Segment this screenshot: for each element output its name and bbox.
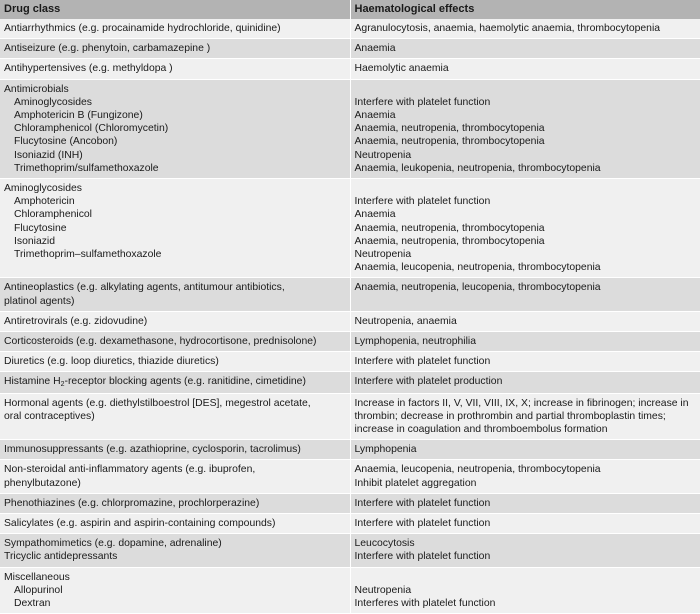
effects-cell [350, 514, 700, 534]
drug-class-text: phenylbutazone) [4, 477, 81, 489]
drug-group-heading: Antimicrobials [4, 83, 69, 95]
table-row [0, 39, 700, 59]
effect-text: Lymphopenia [354, 444, 417, 456]
table-row [0, 179, 700, 278]
drug-class-text: Diuretics (e.g. loop diuretics, thiazide diuretics) [4, 356, 219, 368]
drug-subitem: Isoniazid [14, 235, 56, 247]
effect-text: Anaemia, leucopenia, neutropenia, thrombocytopenia [354, 464, 601, 476]
drug-class-text: Non-steroidal anti-inflammatory agents (e.g. ibuprofen, [4, 464, 256, 476]
effect-text: Anaemia, neutropenia, thrombocytopenia [354, 123, 545, 135]
drug-class-cell [0, 372, 350, 393]
effect-text: Anaemia [354, 209, 396, 221]
effect-text: Agranulocytosis, anaemia, haemolytic anaemia, thrombocytopenia [354, 23, 661, 34]
table-row [0, 79, 700, 178]
spacer [355, 182, 697, 195]
effects-cell [350, 534, 700, 567]
drug-class-text: Antihypertensives (e.g. methyldopa ) [4, 63, 173, 75]
drug-class-text: Hormonal agents (e.g. diethylstilboestrol [DES], megestrol acetate, [4, 397, 311, 409]
table-row [0, 352, 700, 372]
drug-class-cell [0, 440, 350, 460]
effect-text: Inhibit platelet aggregation [354, 477, 477, 489]
histamine-text-pre: Histamine H [4, 376, 61, 388]
effect-text: Anaemia [354, 43, 396, 55]
drug-group-heading: Aminoglycosides [4, 183, 82, 195]
drug-class-cell [0, 311, 350, 331]
drug-class-text: Phenothiazines (e.g. chlorpromazine, prochlorperazine) [4, 497, 260, 509]
drug-subitem: Allopurinol [14, 584, 63, 596]
drug-class-cell [0, 278, 350, 311]
effects-cell [350, 311, 700, 331]
drug-class-text: Antiretrovirals (e.g. zidovudine) [4, 315, 148, 327]
drug-class-cell [0, 460, 350, 493]
table-row [0, 567, 700, 614]
table-row [0, 332, 700, 352]
drug-subitem: Trimethoprim/sulfamethoxazole [14, 162, 159, 174]
drug-class-text: Tricyclic antidepressants [4, 551, 118, 563]
drug-subitem: Dextran [14, 598, 51, 610]
drug-class-text: Immunosuppressants (e.g. azathioprine, cyclosporin, tacrolimus) [4, 444, 301, 456]
drug-class-text: platinol agents) [4, 295, 75, 307]
drug-class-text: Antiseizure (e.g. phenytoin, carbamazepine ) [4, 43, 211, 55]
effect-text: Interfere with platelet function [354, 518, 491, 530]
effects-cell [350, 332, 700, 352]
drug-subitem: Flucytosine (Ancobon) [14, 136, 118, 148]
effect-text: increase in coagulation and thromboembolus formation [354, 424, 608, 436]
drug-class-cell [0, 514, 350, 534]
drug-class-cell [0, 352, 350, 372]
drug-class-cell [0, 567, 350, 614]
drug-class-cell [0, 393, 350, 440]
effect-text: Anaemia, neutropenia, thrombocytopenia [354, 235, 545, 247]
effects-cell [350, 352, 700, 372]
effect-text: Interfere with platelet function [354, 196, 491, 208]
effect-text: Increase in factors II, V, VII, VIII, IX, X; increase in fibrinogen; increase in [354, 397, 689, 409]
column-header-drug-class: Drug class [0, 0, 350, 19]
effect-text: Neutropenia [354, 584, 412, 596]
effect-text: Interfere with platelet function [354, 497, 491, 509]
table-row [0, 393, 700, 440]
effect-text: Anaemia, leucopenia, neutropenia, thrombocytopenia [354, 262, 601, 274]
drug-class-cell [0, 59, 350, 79]
effect-text: Neutropenia [354, 149, 412, 161]
drug-class-text: Antineoplastics (e.g. alkylating agents, antitumour antibiotics, [4, 282, 285, 294]
column-header-haematological-effects: Haematological effects [350, 0, 700, 19]
effect-text: Interfere with platelet function [354, 356, 491, 368]
drug-class-cell [0, 179, 350, 278]
drug-class-cell [0, 534, 350, 567]
effect-text: Anaemia, leukopenia, neutropenia, thrombocytopenia [354, 162, 601, 174]
effect-text: Interferes with platelet function [354, 598, 496, 610]
effects-cell [350, 493, 700, 513]
table-row [0, 534, 700, 567]
drug-class-cell [0, 39, 350, 59]
drug-class-text: Sympathomimetics (e.g. dopamine, adrenaline) [4, 538, 222, 550]
histamine-subscript: 2 [60, 381, 65, 389]
effect-text: Anaemia, neutropenia, leucopenia, thrombocytopenia [354, 282, 601, 294]
drug-class-cell [0, 79, 350, 178]
effect-text: Haemolytic anaemia [354, 63, 449, 75]
table-row [0, 372, 700, 393]
drug-subitem: Flucytosine [14, 222, 67, 234]
table-row [0, 493, 700, 513]
effects-cell [350, 79, 700, 178]
drug-class-text: Antiarrhythmics (e.g. procainamide hydrochloride, quinidine) [4, 23, 281, 34]
effects-cell [350, 372, 700, 393]
effect-text: Neutropenia, anaemia [354, 315, 457, 327]
drug-class-cell [0, 332, 350, 352]
drug-subitem: Chloramphenicol [14, 209, 92, 221]
drug-class-cell [0, 19, 350, 39]
drug-subitem: Isoniazid (INH) [14, 149, 83, 161]
table-body [0, 19, 700, 614]
table-row [0, 514, 700, 534]
effect-text: Neutropenia [354, 249, 412, 261]
effects-cell [350, 39, 700, 59]
drug-subitem: Amphotericin B (Fungizone) [14, 110, 143, 122]
effect-text: thrombin; decrease in prothrombin and partial thromboplastin times; [354, 410, 666, 422]
effect-text: Anaemia [354, 110, 396, 121]
effects-cell [350, 567, 700, 614]
effect-text: Interfere with platelet function [354, 96, 491, 108]
table-row [0, 278, 700, 311]
table-row [0, 460, 700, 493]
drug-class-cell [0, 493, 350, 513]
drug-class-text: oral contraceptives) [4, 410, 95, 422]
drug-class-text: Salicylates (e.g. aspirin and aspirin-containing compounds) [4, 518, 276, 530]
drug-subitem: Trimethoprim–sulfamethoxazole [14, 249, 162, 261]
drug-subitem: Aminoglycosides [14, 96, 92, 108]
effects-cell [350, 278, 700, 311]
drug-class-text [4, 375, 346, 389]
drug-subitem: Amphotericin [14, 196, 75, 208]
table-header-row [0, 0, 700, 19]
table-row [0, 311, 700, 331]
effects-cell [350, 179, 700, 278]
effects-cell [350, 393, 700, 440]
effect-text: Lymphopenia, neutrophilia [354, 336, 477, 348]
effects-cell [350, 440, 700, 460]
histamine-text-post: -receptor blocking agents (e.g. ranitidine, cimetidine) [64, 376, 306, 388]
spacer [355, 571, 697, 584]
effects-cell [350, 460, 700, 493]
effect-text: Anaemia, neutropenia, thrombocytopenia [354, 222, 545, 234]
effect-text: Interfere with platelet function [354, 551, 491, 563]
table-row [0, 440, 700, 460]
table-row [0, 19, 700, 39]
drug-class-text: Corticosteroids (e.g. dexamethasone, hydrocortisone, prednisolone) [4, 336, 317, 348]
drug-subitem: Chloramphenicol (Chloromycetin) [14, 123, 169, 135]
table-row [0, 59, 700, 79]
effect-text: Leucocytosis [354, 538, 415, 550]
drug-group-heading: Miscellaneous [4, 571, 70, 583]
effect-text: Anaemia, neutropenia, thrombocytopenia [354, 136, 545, 148]
effects-cell [350, 59, 700, 79]
effects-cell [350, 19, 700, 39]
effect-text: Interfere with platelet production [354, 376, 503, 388]
spacer [355, 83, 697, 96]
